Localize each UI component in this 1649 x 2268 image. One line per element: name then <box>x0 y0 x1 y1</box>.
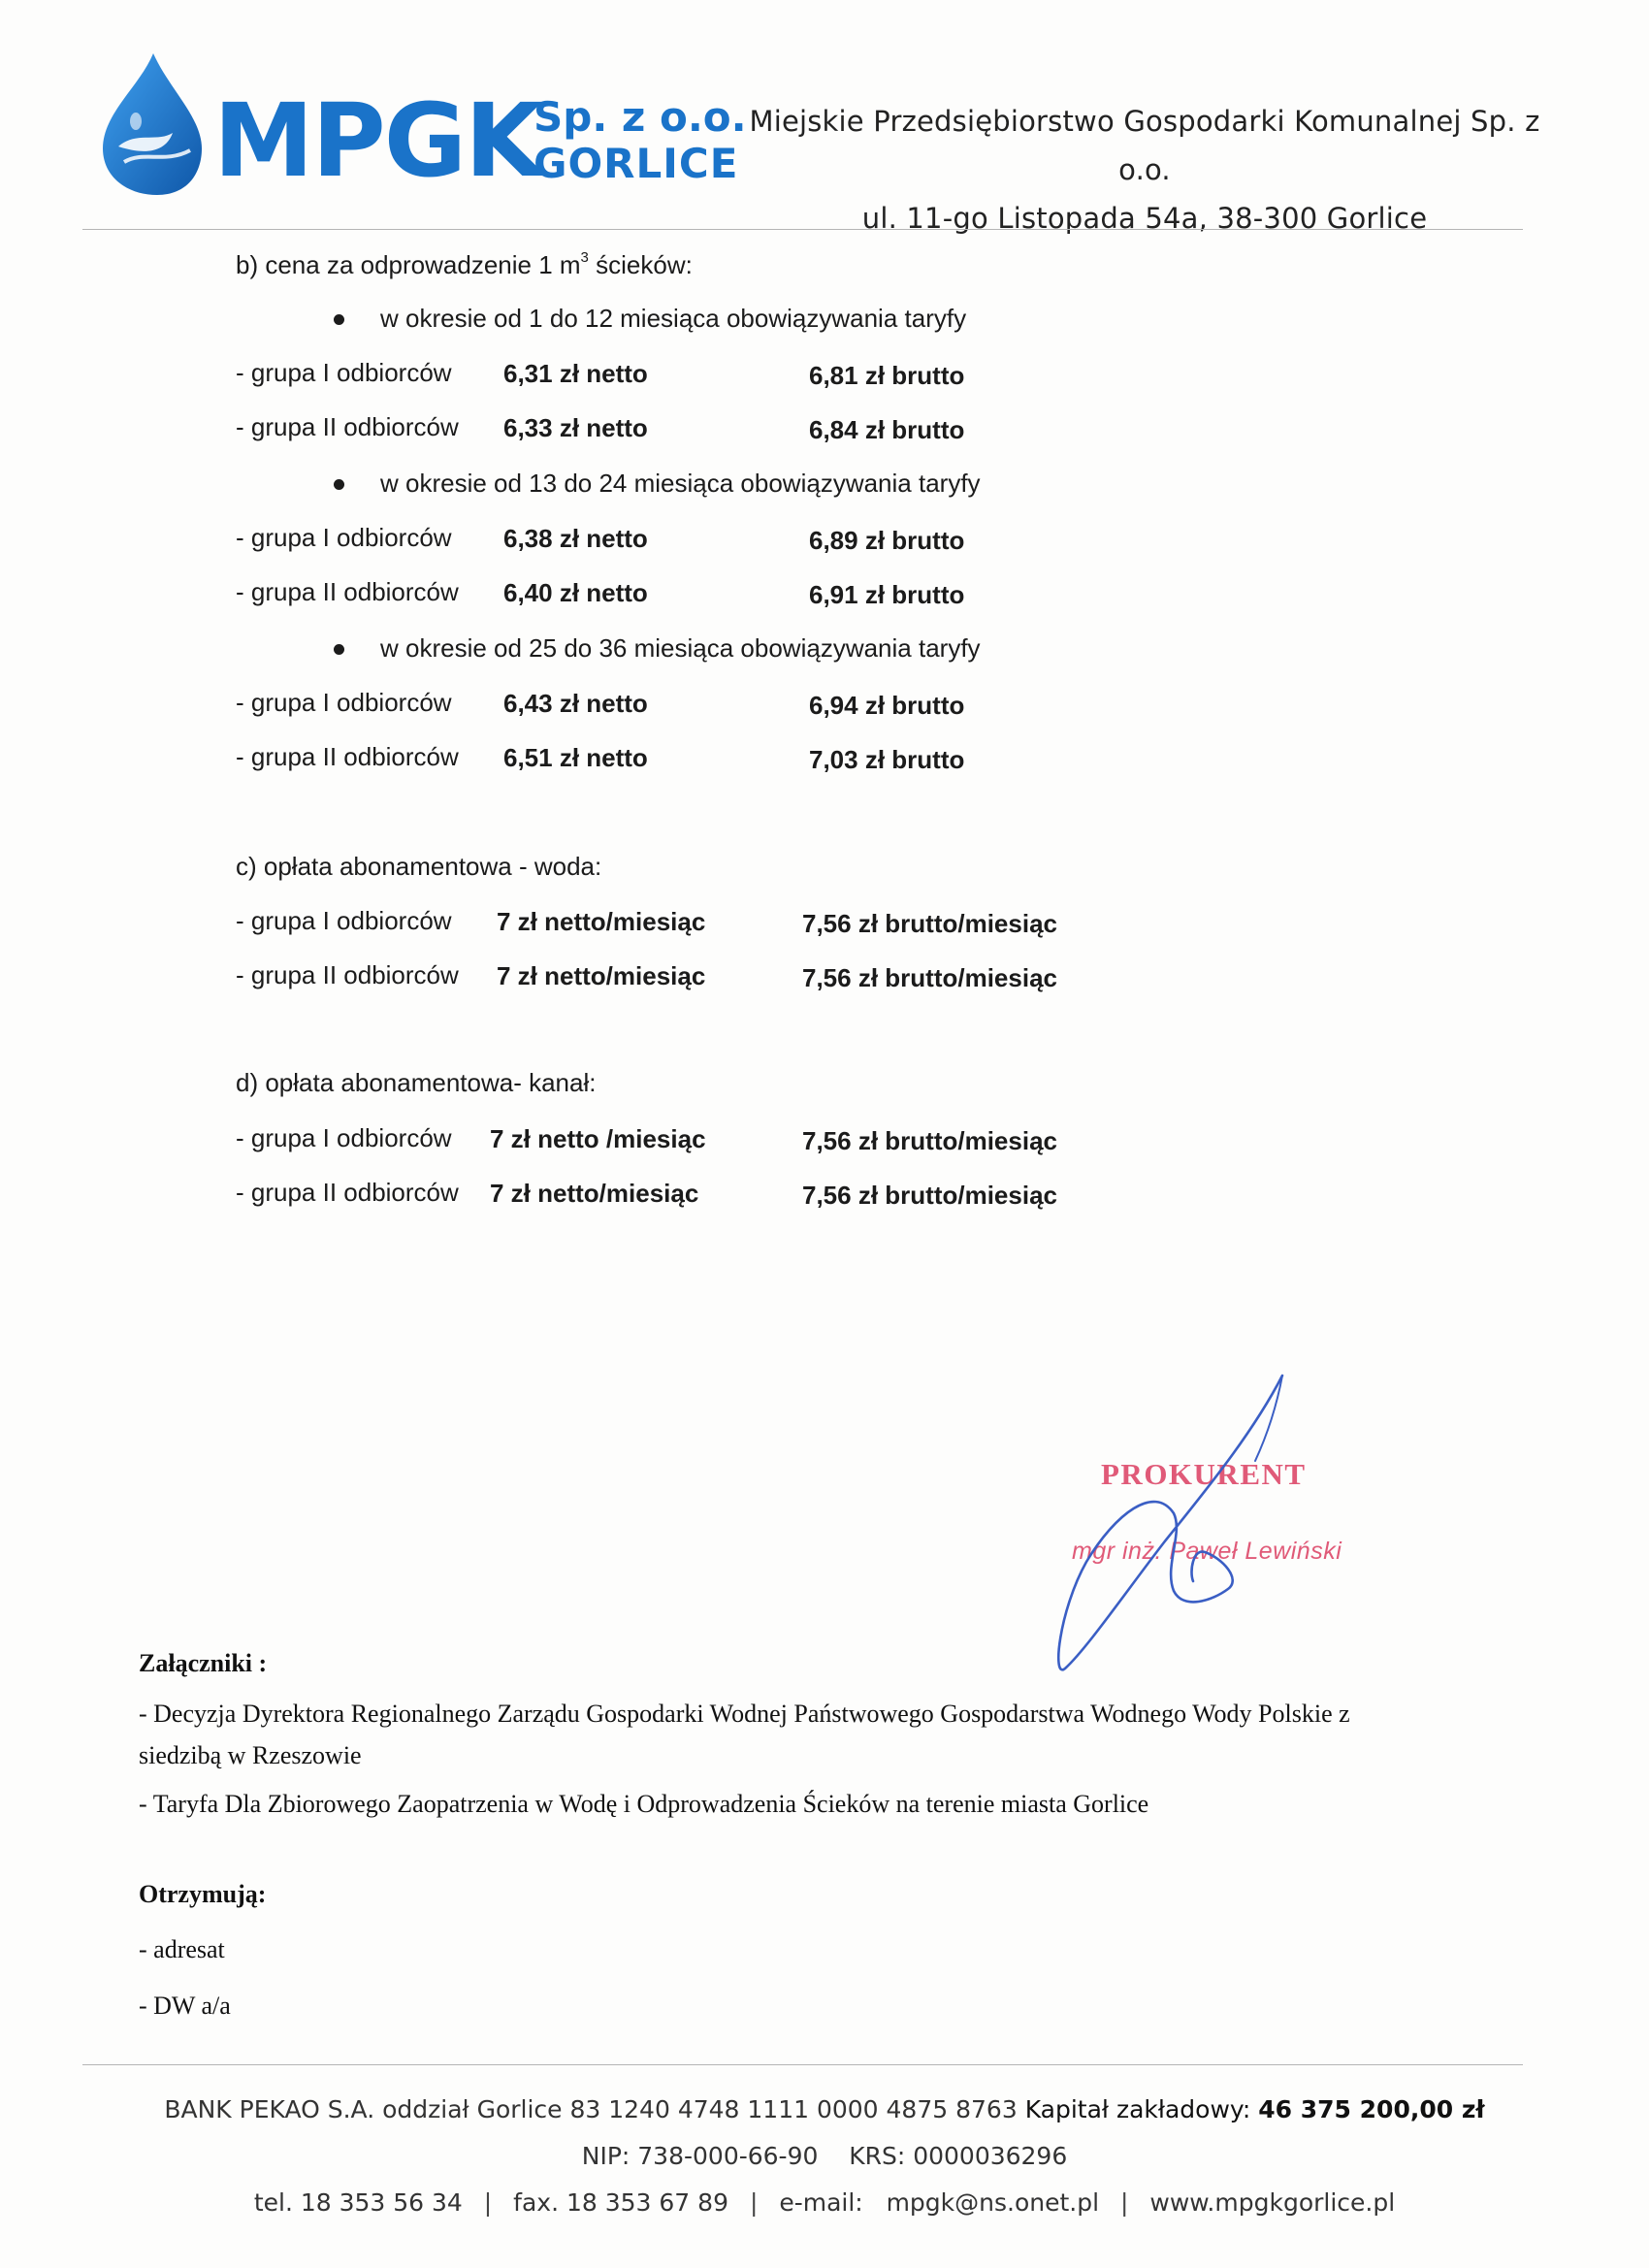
netto-price: 6,31 zł netto <box>503 359 648 388</box>
netto-price: 7 zł netto/miesiąc <box>497 961 706 990</box>
group-label: - grupa I odbiorców <box>236 688 452 717</box>
brutto-price: 7,03 zł brutto <box>809 745 965 774</box>
brutto-price: 6,81 zł brutto <box>809 361 965 390</box>
separator: | <box>1120 2188 1129 2217</box>
period-label: w okresie od 25 do 36 miesiąca obowiązywania taryfy <box>380 633 981 663</box>
brutto-price: 7,56 zł brutto/miesiąc <box>802 963 1057 992</box>
stamp-title: PROKURENT <box>1101 1457 1307 1491</box>
krs-number: KRS: 0000036296 <box>849 2142 1068 2170</box>
brutto-price: 6,84 zł brutto <box>809 415 965 444</box>
mpgk-logo <box>97 53 747 200</box>
email-link[interactable]: mpgk@ns.onet.pl <box>886 2188 1100 2217</box>
netto-price: 6,33 zł netto <box>503 413 648 442</box>
fax-number: fax. 18 353 67 89 <box>513 2188 728 2217</box>
netto-price: 7 zł netto /miesiąc <box>490 1124 706 1153</box>
group-label: - grupa II odbiorców <box>236 412 459 441</box>
website-link[interactable]: www.mpgkgorlice.pl <box>1149 2188 1396 2217</box>
netto-price: 6,38 zł netto <box>503 524 648 553</box>
bullet-icon <box>334 479 344 490</box>
footer-contact-line <box>0 2188 1649 2217</box>
company-name: Miejskie Przedsiębiorstwo Gospodarki Komunalnej Sp. z o.o. <box>749 105 1540 186</box>
attachments-heading: Załączniki : <box>139 1649 268 1677</box>
logo-wordmark: MPGK <box>213 81 541 200</box>
separator: | <box>483 2188 493 2217</box>
brutto-price: 7,56 zł brutto/miesiąc <box>802 1126 1057 1155</box>
recipients-heading: Otrzymują: <box>139 1880 267 1908</box>
bullet-icon <box>334 644 344 655</box>
company-info <box>747 97 1542 243</box>
group-label: - grupa I odbiorców <box>236 523 452 552</box>
phone-number: tel. 18 353 56 34 <box>253 2188 463 2217</box>
attachment-item: - Decyzja Dyrektora Regionalnego Zarządu Gospodarki Wodnej Państwowego Gospodarstwa Wodnego Wody Polskie z <box>139 1700 1350 1728</box>
netto-price: 6,43 zł netto <box>503 689 648 718</box>
handwritten-signature <box>1048 1368 1300 1688</box>
bullet-icon <box>334 314 344 325</box>
section-d-heading: d) opłata abonamentowa- kanał: <box>236 1068 597 1097</box>
netto-price: 6,51 zł netto <box>503 743 648 772</box>
brutto-price: 7,56 zł brutto/miesiąc <box>802 1181 1057 1210</box>
netto-price: 7 zł netto/miesiąc <box>490 1179 699 1208</box>
logo-city: GORLICE <box>534 140 739 187</box>
capital-value: 46 375 200,00 zł <box>1258 2095 1485 2123</box>
email-label: e-mail: <box>779 2188 863 2217</box>
cubic-superscript: 3 <box>580 249 589 267</box>
company-address: ul. 11-go Listopada 54a, 38-300 Gorlice <box>861 202 1428 235</box>
recipient-item: - adresat <box>139 1935 225 1963</box>
attachment-item: - Taryfa Dla Zbiorowego Zaopatrzenia w Wodę i Odprowadzenia Ścieków na terenie miasta Gorlice <box>139 1790 1149 1818</box>
group-label: - grupa I odbiorców <box>236 1123 452 1152</box>
netto-price: 7 zł netto/miesiąc <box>497 907 706 936</box>
separator: | <box>749 2188 759 2217</box>
brutto-price: 6,94 zł brutto <box>809 691 965 720</box>
water-drop-icon <box>103 53 202 195</box>
brutto-price: 6,89 zł brutto <box>809 526 965 555</box>
section-b-heading-suffix: ścieków: <box>596 250 693 279</box>
footer-registry-line <box>0 2142 1649 2170</box>
capital-label: Kapitał zakładowy: <box>1024 2095 1251 2123</box>
group-label: - grupa I odbiorców <box>236 358 452 387</box>
recipient-item: - DW a/a <box>139 1992 231 2020</box>
section-b-heading-text: b) cena za odprowadzenie 1 m <box>236 250 581 279</box>
brutto-price: 6,91 zł brutto <box>809 580 965 609</box>
group-label: - grupa I odbiorców <box>236 906 452 935</box>
netto-price: 6,40 zł netto <box>503 578 648 607</box>
period-label: w okresie od 1 do 12 miesiąca obowiązywania taryfy <box>380 304 967 333</box>
group-label: - grupa II odbiorców <box>236 1178 459 1207</box>
group-label: - grupa II odbiorców <box>236 960 459 989</box>
header-divider <box>82 229 1523 230</box>
group-label: - grupa II odbiorców <box>236 742 459 771</box>
footer-divider <box>82 2064 1523 2065</box>
bank-account: BANK PEKAO S.A. oddział Gorlice 83 1240 4748 1111 0000 4875 8763 <box>164 2095 1018 2123</box>
logo-suffix: Sp. z o.o. <box>534 93 747 141</box>
brutto-price: 7,56 zł brutto/miesiąc <box>802 909 1057 938</box>
footer-bank-line <box>0 2095 1649 2123</box>
section-b-heading <box>236 250 693 280</box>
section-c-heading: c) opłata abonamentowa - woda: <box>236 852 602 881</box>
group-label: - grupa II odbiorców <box>236 577 459 606</box>
stamp-name: mgr inż. Paweł Lewiński <box>1072 1538 1342 1565</box>
period-label: w okresie od 13 do 24 miesiąca obowiązywania taryfy <box>380 469 981 498</box>
nip-number: NIP: 738-000-66-90 <box>581 2142 819 2170</box>
attachment-item: siedzibą w Rzeszowie <box>139 1741 362 1769</box>
